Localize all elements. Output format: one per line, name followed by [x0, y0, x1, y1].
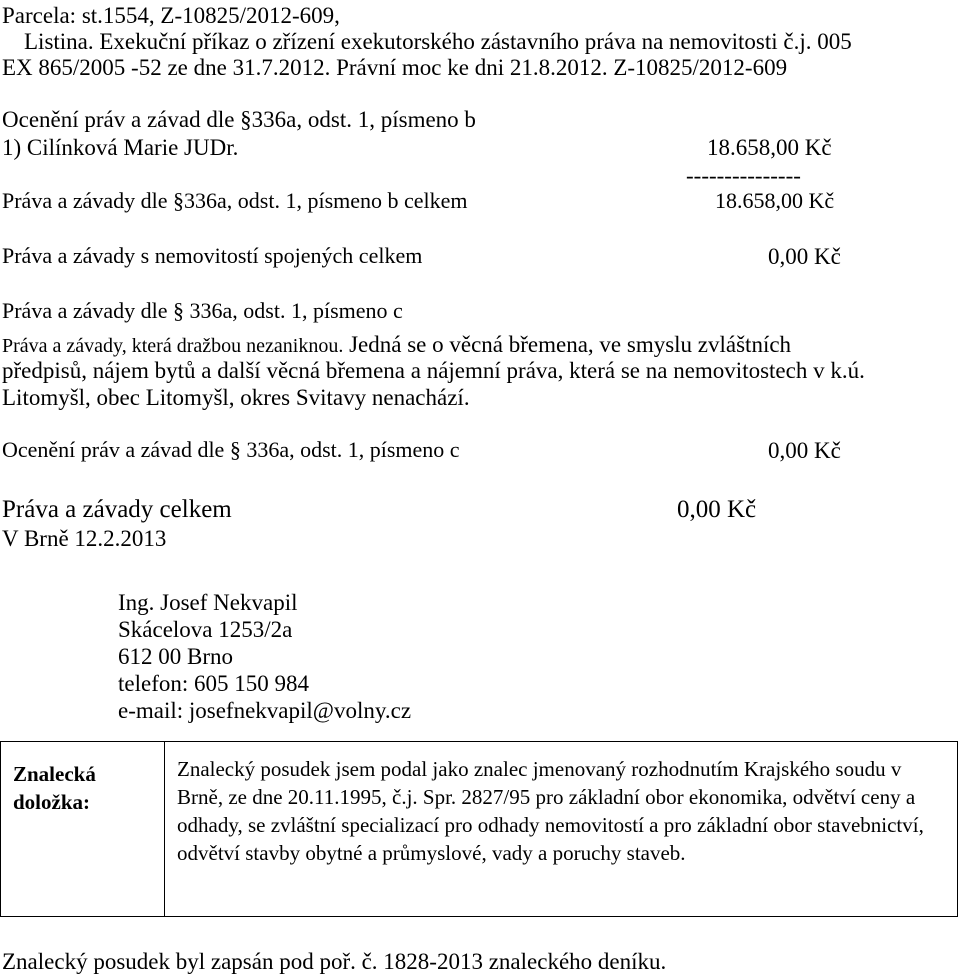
clause-label-line2: doložka: — [13, 790, 91, 814]
registry-note: Znalecký posudek byl zapsán pod poř. č. 1828-2013 znaleckého deníku. — [2, 949, 667, 974]
clause-divider — [164, 742, 165, 916]
section-b-total-value: 18.658,00 Kč — [715, 188, 835, 213]
signer-name: Ing. Josef Nekvapil — [118, 590, 298, 615]
section-c-valuation-value: 0,00 Kč — [768, 438, 841, 463]
signer-city: 612 00 Brno — [118, 644, 233, 669]
section-b-heading: Ocenění práv a závad dle §336a, odst. 1, písmeno b — [2, 107, 476, 132]
section-b-total-label: Práva a závady dle §336a, odst. 1, písmeno b celkem — [2, 188, 468, 213]
clause-label — [13, 760, 96, 816]
place-date: V Brně 12.2.2013 — [2, 526, 167, 551]
rights-total-label: Práva a závady celkem — [2, 496, 232, 523]
sum-dashes: --------------- — [686, 163, 801, 188]
section-c-text: Jedná se o věcná břemena, ve smyslu zvláštních — [343, 332, 792, 357]
section-b-item-label: 1) Cilínková Marie JUDr. — [2, 135, 239, 160]
section-c-paragraph-line3: Litomyšl, obec Litomyšl, okres Svitavy nenachází. — [2, 385, 470, 410]
clause-text: Znalecký posudek jsem podal jako znalec jmenovaný rozhodnutím Krajského soudu v Brně, ze dne 20.11.1995, č.j. Spr. 2827/95 pro základní obor ekonomika, odvětví ceny a odhady, se zvláštní specializací pro odhady nemovitostí a pro základní obor stavebnictví, odvětví stavby obytné a průmyslové, vady a poruchy staveb. — [177, 757, 924, 865]
deed-line-continued: EX 865/2005 -52 ze dne 31.7.2012. Právní moc ke dni 21.8.2012. Z-10825/2012-609 — [2, 55, 788, 80]
expert-clause-box — [0, 741, 958, 917]
signer-phone: telefon: 605 150 984 — [118, 671, 309, 696]
connected-rights-label: Práva a závady s nemovitostí spojených celkem — [2, 243, 423, 268]
clause-label-line1: Znalecká — [13, 762, 96, 786]
rights-total-value: 0,00 Kč — [677, 496, 757, 523]
section-c-subheading: Práva a závady, která dražbou nezaniknou. — [2, 335, 344, 357]
connected-rights-value: 0,00 Kč — [768, 244, 841, 269]
section-c-paragraph-line2: předpisů, nájem bytů a další věcná břemena a nájemní práva, která se na nemovitostech v k.ú. — [2, 358, 865, 383]
signer-email: e-mail: josefnekvapil@volny.cz — [118, 698, 412, 723]
section-c-valuation-label: Ocenění práv a závad dle § 336a, odst. 1, písmeno c — [2, 437, 460, 462]
section-b-item-value: 18.658,00 Kč — [707, 135, 832, 160]
section-c-heading: Práva a závady dle § 336a, odst. 1, písmeno c — [2, 298, 403, 323]
parcel-line: Parcela: st.1554, Z-10825/2012-609, — [2, 3, 340, 28]
section-c-paragraph-line1 — [2, 333, 791, 356]
deed-line: Listina. Exekuční příkaz o zřízení exekutorského zástavního práva na nemovitosti č.j. 005 — [24, 29, 852, 54]
signer-street: Skácelova 1253/2a — [118, 617, 293, 642]
